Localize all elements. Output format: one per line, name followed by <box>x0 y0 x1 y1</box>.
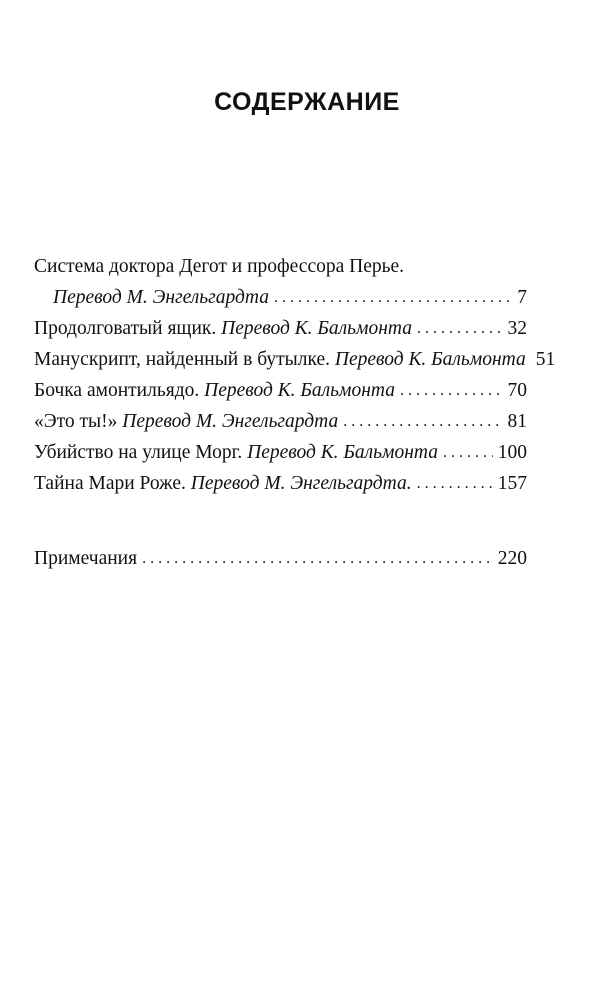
toc-entry <box>34 313 527 344</box>
toc-entry <box>34 282 527 313</box>
toc-entry-title: Бочка амонтильядо. <box>34 380 200 401</box>
toc-entry-title: Тайна Мари Роже. <box>34 473 186 494</box>
page-title: СОДЕРЖАНИЕ <box>214 88 400 116</box>
toc-entry <box>34 406 527 437</box>
toc-entry-translator: Перевод М. Энгельгардта <box>53 287 269 308</box>
dot-leader <box>400 375 503 406</box>
toc-entry-notes <box>34 543 527 574</box>
toc-entry-translator: Перевод К. Бальмонта <box>204 380 395 401</box>
toc-entry <box>34 344 556 375</box>
toc-entry-title: Убийство на улице Морг. <box>34 442 243 463</box>
toc-entry-translator: Перевод К. Бальмонта <box>334 349 526 370</box>
dot-leader <box>443 437 493 468</box>
toc-entry-title: Система доктора Дегот и профессора Перье. <box>34 256 405 277</box>
toc-entry-page: 220 <box>497 548 527 569</box>
dot-leader <box>274 282 512 313</box>
toc-entry-page: 100 <box>497 442 527 463</box>
toc-entry-page: 51 <box>535 349 556 370</box>
toc-entry-page: 32 <box>507 318 527 339</box>
toc-entry-translator: Перевод М. Энгельгардта <box>122 411 339 432</box>
toc-entry-title: Продолговатый ящик. <box>34 318 217 339</box>
toc-entry-translator: Перевод М. Энгельгардта. <box>190 473 412 494</box>
toc-entry <box>34 468 527 499</box>
table-of-contents <box>34 251 556 574</box>
toc-entry-title: «Это ты!» <box>34 411 118 432</box>
toc-entry-page: 70 <box>507 380 527 401</box>
dot-leader <box>142 543 493 574</box>
toc-entry-translator: Перевод К. Бальмонта <box>221 318 412 339</box>
toc-entry <box>34 375 527 406</box>
toc-entry-title: Манускрипт, найденный в бутылке. <box>34 349 331 370</box>
toc-entry-page: 81 <box>507 411 527 432</box>
toc-entry-title: Примечания <box>34 548 138 569</box>
section-gap <box>34 499 527 543</box>
toc-entry-translator: Перевод К. Бальмонта <box>247 442 438 463</box>
toc-entry-title-line <box>34 251 527 282</box>
dot-leader <box>417 468 493 499</box>
toc-entry <box>34 437 527 468</box>
toc-entry-page: 7 <box>517 287 527 308</box>
dot-leader <box>343 406 502 437</box>
dot-leader <box>417 313 503 344</box>
toc-entry-page: 157 <box>497 473 527 494</box>
